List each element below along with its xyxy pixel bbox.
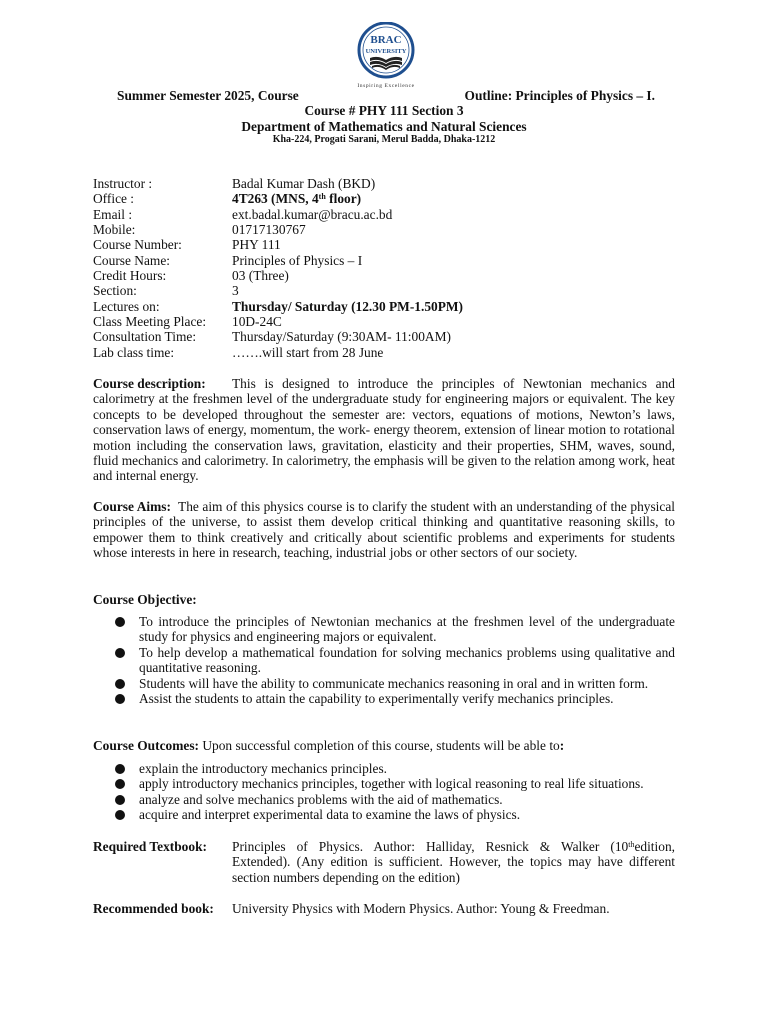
list-item: To introduce the principles of Newtonian mechanics at the freshmen level of the undergraduate study for physics and engineering majors or equivalent. [113,614,675,645]
list-item: apply introductory mechanics principles, together with logical reasoning to real life situations. [113,776,675,791]
header-line-1 [93,88,675,104]
section-heading: Course Outcomes: [93,738,199,753]
course-aims [93,499,675,561]
course-description [93,376,675,484]
outcomes-list [113,761,675,823]
info-row-office [93,191,675,206]
recommended-book [93,901,675,916]
objective-list [113,614,675,706]
info-label: Lab class time: [93,344,175,360]
info-value: Thursday/Saturday (9:30AM- 11:00AM) [232,329,451,345]
info-row-consultation [93,329,675,344]
info-row-meeting-place [93,314,675,329]
email-link[interactable]: ext.badal.kumar@bracu.ac.bd [232,206,393,222]
textbook-value: Principles of Physics. Author: Halliday, Resnick & Walker (10thedition, Extended). (Any edition is sufficient. However, the topics may have different section numbers depending on the edition) [232,839,675,885]
header-course-number: Course # PHY 111 Section 3 [304,103,464,118]
info-label: Instructor : [93,176,153,191]
list-item: explain the introductory mechanics principles. [113,761,675,776]
list-item: analyze and solve mechanics problems with the aid of mathematics. [113,792,675,807]
info-row-lab-time [93,345,675,360]
info-label: Mobile: [93,222,136,238]
info-label: Section: [93,283,137,299]
info-value: Principles of Physics – I [232,252,363,268]
info-label: Course Name: [93,252,170,268]
info-label: Office : [93,191,135,207]
info-value: Badal Kumar Dash (BKD) [232,176,376,191]
list-item: Assist the students to attain the capability to experimentally verify mechanics principles. [113,691,675,706]
info-row-mobile [93,222,675,237]
bullet-icon [115,648,125,658]
info-value: Thursday/ Saturday (12.30 PM-1.50PM) [232,298,463,314]
section-text: Upon successful completion of this course, students will be able to [199,738,560,753]
bullet-icon [115,779,125,789]
bullet-icon [115,617,125,627]
section-text: The aim of this physics course is to clarify the student with an understanding of the physical principles of the universe, to assist them develop critical thinking and quantitative reasoning skills, to empower them to think creatively and critically about scientific problems and experiments for students whose interests in here in research, teaching, industrial jobs or other sectors of our society. [93,499,675,561]
header-semester: Summer Semester 2025, Course [117,88,299,103]
info-row-section [93,283,675,298]
course-info-table [93,176,675,360]
info-row-course-number [93,237,675,252]
course-objective-heading: Course Objective: [93,592,197,607]
list-item: acquire and interpret experimental data to examine the laws of physics. [113,807,675,822]
info-value: 4T263 (MNS, 4th floor) [232,191,362,207]
info-label: Email : [93,206,133,222]
info-label: Course Number: [93,237,182,253]
info-value: 03 (Three) [232,268,289,284]
header-department: Department of Mathematics and Natural Sciences [241,119,527,134]
section-text: This is designed to introduce the principles of Newtonian mechanics and calorimetry at the freshmen level of the undergraduate study for engineering majors or equivalent. The key concepts to be developed throughout the semester are: vectors, equations of motions, Newton’s laws, conservation laws of energy, momentum, the work- energy theorem, extension of linear motion to rotational motion including the conservation laws, gravitation, elasticity and their properties, SHM, waves, sound, fluid mechanics and calorimetry. In calorimetry, the emphasis will be given to the relation among work, heat and internal energy. [93,376,675,484]
info-row-instructor [93,176,675,191]
info-row-credit-hours [93,268,675,283]
brac-university-logo [340,22,432,90]
bullet-icon [115,694,125,704]
bullet-icon [115,795,125,805]
info-value: PHY 111 [232,237,281,253]
required-textbook [93,839,675,885]
logo-text-university: UNIVERSITY [365,48,407,55]
info-value: 01717130767 [232,222,306,238]
course-outcomes-intro: Course Outcomes: Upon successful completion of this course, students will be able to: [93,738,565,753]
info-value: 10D-24C [232,314,282,330]
info-row-course-name [93,253,675,268]
bullet-icon [115,810,125,820]
info-label: Lectures on: [93,298,160,314]
logo-text-brac: BRAC [370,34,402,46]
info-row-email [93,207,675,222]
info-value: …….will start from 28 June [232,344,384,360]
bullet-icon [115,764,125,774]
bullet-icon [115,679,125,689]
list-item: Students will have the ability to communicate mechanics reasoning in oral and in written form. [113,676,675,691]
recommended-value: University Physics with Modern Physics. Author: Young & Freedman. [232,901,610,916]
section-heading: Course description: [93,376,206,391]
header-address: Kha-224, Progati Sarani, Merul Badda, Dhaka-1212 [272,134,496,145]
header-outline-title: Outline: Principles of Physics – I. [464,88,655,103]
logo-tagline: Inspiring Excellence [357,83,415,89]
section-heading: Recommended book: [93,901,214,916]
info-label: Credit Hours: [93,268,167,284]
info-label: Consultation Time: [93,329,197,345]
info-value: 3 [232,283,239,299]
info-row-lectures [93,299,675,314]
list-item: To help develop a mathematical foundation for solving mechanics problems using qualitative and quantitative reasoning. [113,645,675,676]
section-heading: Required Textbook: [93,839,207,854]
info-label: Class Meeting Place: [93,314,207,330]
section-heading: Course Aims: [93,499,171,514]
